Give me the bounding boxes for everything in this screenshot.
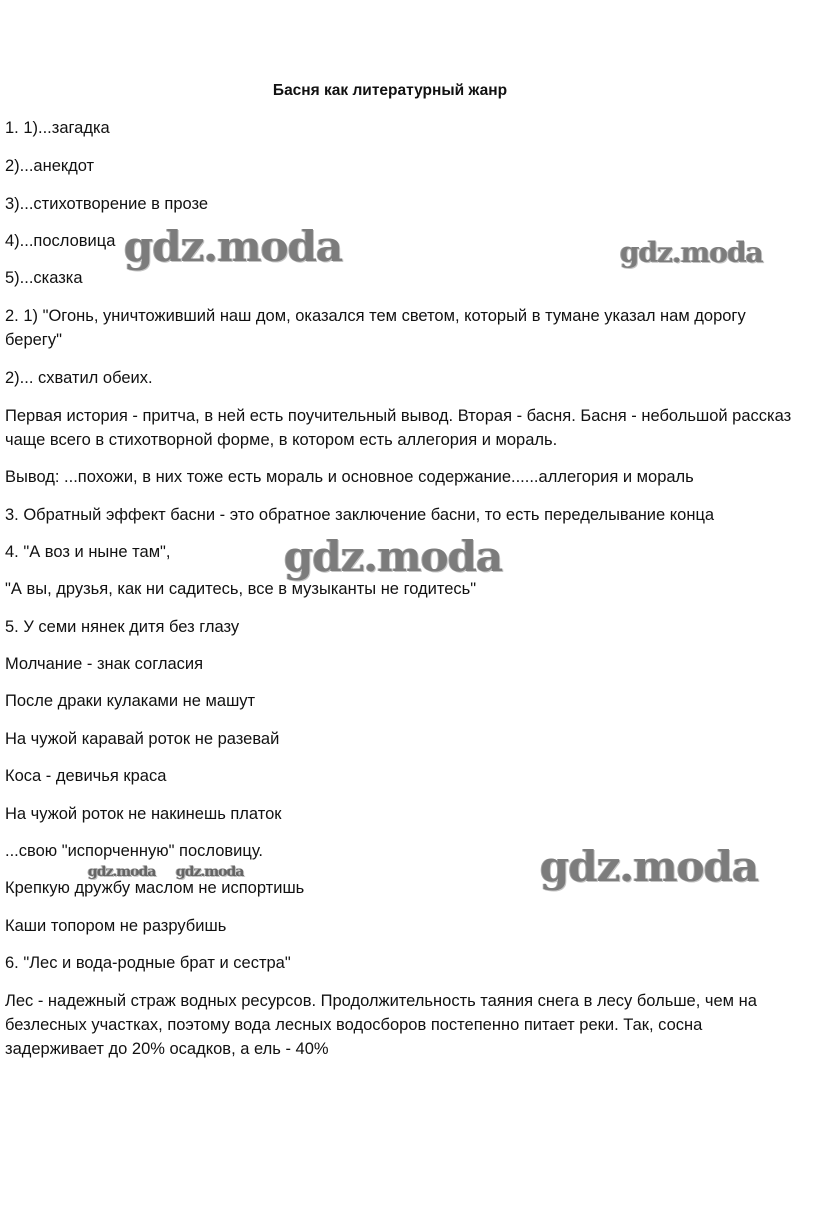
answer-line-22: 6. "Лес и вода-родные брат и сестра" xyxy=(5,954,291,972)
proverb-line-6: Крепкую дружбу маслом не испортишь xyxy=(5,879,305,897)
watermark-logo: gdz.moda xyxy=(88,864,156,880)
answer-line-conclusion: Вывод: ...похожи, в них тоже есть мораль и основное содержание......аллегория и мораль xyxy=(5,468,694,486)
proverb-line-3: На чужой каравай роток не разевай xyxy=(5,730,280,748)
answer-paragraph-forest: Лес - надежный страж водных ресурсов. Продолжительность таяния снега в лесу больше, чем на безлесных участках, поэтому вода лесных водосборов постепенно питает реки. Так, сосна задерживает до 20% осадков, а ель - 40% xyxy=(5,992,757,1058)
proverb-line-2: После драки кулаками не машут xyxy=(5,692,256,710)
answer-line-19: ...свою "испорченную" пословицу. xyxy=(5,842,263,860)
watermark-logo: gdz.moda xyxy=(124,222,343,271)
answer-line-11: 4. "А воз и ныне там", xyxy=(5,543,171,561)
proverb-line-7: Каши топором не разрубишь xyxy=(5,917,227,935)
watermark-logo: gdz.moda xyxy=(176,864,244,880)
watermark-logo: gdz.moda xyxy=(284,532,503,581)
answer-line-12: "А вы, друзья, как ни садитесь, все в музыканты не годитесь" xyxy=(5,580,477,598)
watermark-logo: gdz.moda xyxy=(620,236,763,269)
answer-line-6: 2. 1) "Огонь, уничтоживший наш дом, оказался тем светом, который в тумане указал нам дорогу берегу" xyxy=(5,307,746,349)
answer-line-2: 2)...анекдот xyxy=(5,157,95,175)
answer-line-13: 5. У семи нянек дитя без глазу xyxy=(5,618,240,636)
proverb-line-5: На чужой роток не накинешь платок xyxy=(5,805,282,823)
answer-line-3: 3)...стихотворение в прозе xyxy=(5,195,209,213)
answer-line-4: 4)...пословица xyxy=(5,232,116,250)
watermark-logo: gdz.moda xyxy=(540,842,759,891)
proverb-line-4: Коса - девичья краса xyxy=(5,767,167,785)
answer-paragraph-story: Первая история - притча, в ней есть поучительный вывод. Вторая - басня. Басня - небольшой рассказ чаще всего в стихотворной форме, в котором есть аллегория и мораль. xyxy=(5,407,792,449)
answer-line-7: 2)... схватил обеих. xyxy=(5,369,153,387)
proverb-line-1: Молчание - знак согласия xyxy=(5,655,204,673)
answer-line-10: 3. Обратный эффект басни - это обратное заключение басни, то есть переделывание конца xyxy=(5,506,715,524)
answer-line-5: 5)...сказка xyxy=(5,269,83,287)
document-title: Басня как литературный жанр xyxy=(272,82,508,99)
answer-line-1: 1. 1)...загадка xyxy=(5,119,110,137)
